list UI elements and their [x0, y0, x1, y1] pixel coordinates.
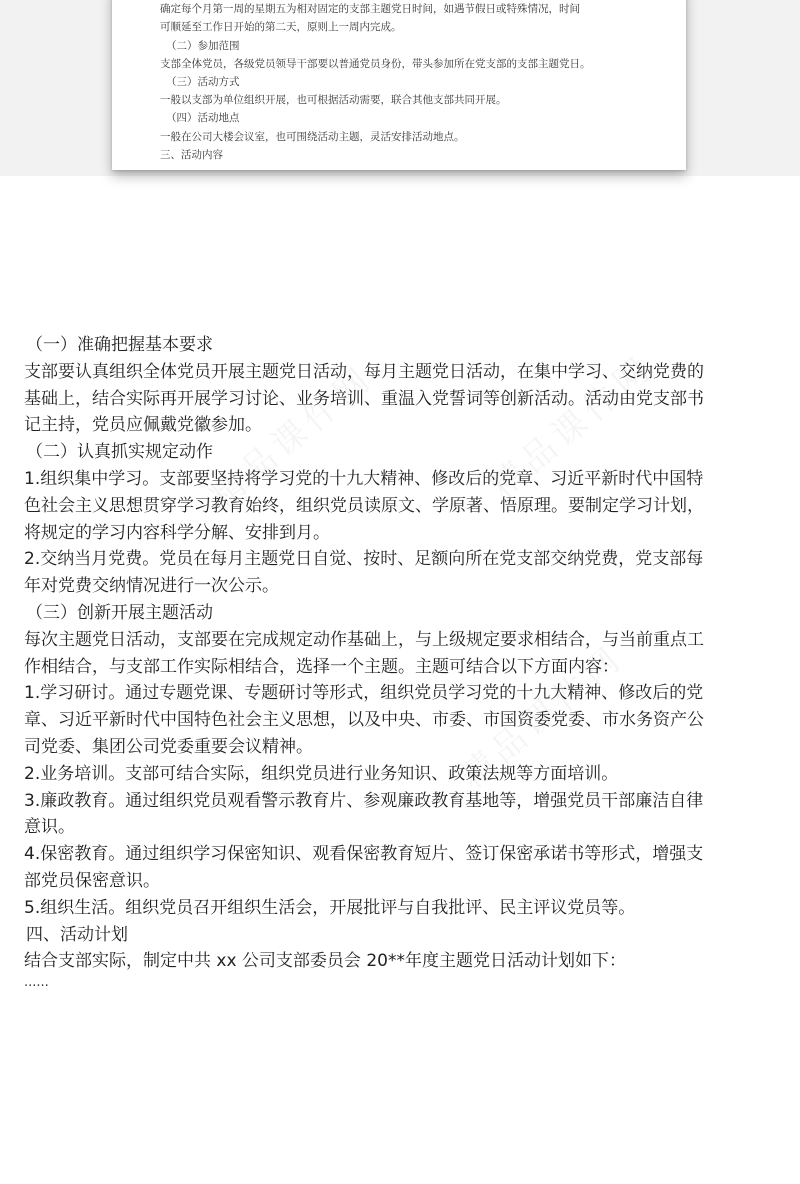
paragraph-line: 记主持，党员应佩戴党徽参加。: [24, 415, 262, 436]
section-heading: 四、活动计划: [26, 924, 128, 945]
paragraph-line: 2.业务培训。支部可结合实际，组织党员进行业务知识、政策法规等方面培训。: [24, 763, 619, 784]
preview-subheading: （三）活动方式: [166, 75, 240, 88]
document-body: [24, 332, 780, 991]
paragraph-line: 支部要认真组织全体党员开展主题党日活动，每月主题党日活动，在集中学习、交纳党费的: [24, 361, 704, 382]
paragraph-line: 将规定的学习内容科学分解、安排到月。: [24, 522, 330, 543]
section-heading: （三）创新开展主题活动: [26, 602, 213, 623]
paragraph-line: 1.组织集中学习。支部要坚持将学习党的十九大精神、修改后的党章、习近平新时代中国特: [24, 468, 704, 489]
paragraph-line: 司党委、集团公司党委重要会议精神。: [24, 736, 313, 757]
preview-line: 确定每个月第一周的星期五为相对固定的支部主题党日时间，如遇节假日或特殊情况，时间: [160, 3, 580, 16]
paragraph-line: 3.廉政教育。通过组织党员观看警示教育片、参观廉政教育基地等，增强党员干部廉洁自律: [24, 790, 704, 811]
paragraph-line: 基础上，结合实际再开展学习讨论、业务培训、重温入党誓词等创新活动。活动由党支部书: [24, 388, 704, 409]
ellipsis: ......: [24, 975, 49, 991]
paragraph-line: 4.保密教育。通过组织学习保密知识、观看保密教育短片、签订保密承诺书等形式，增强支: [24, 844, 704, 865]
paragraph-line: 作相结合，与支部工作实际相结合，选择一个主题。主题可结合以下方面内容：: [24, 656, 619, 677]
preview-text-block: [160, 0, 660, 164]
paragraph-line: 部党员保密意识。: [24, 870, 160, 891]
paragraph-line: 2.交纳当月党费。党员在每月主题党日自觉、按时、足额向所在党支部交纳党费，党支部每: [24, 549, 704, 570]
section-heading: （一）准确把握基本要求: [26, 335, 213, 355]
document-preview-card: [112, 0, 686, 170]
preview-subheading: （四）活动地点: [166, 112, 240, 125]
paragraph-line: 意识。: [24, 817, 75, 838]
preview-line: 一般在公司大楼会议室，也可围绕活动主题，灵活安排活动地点。: [160, 130, 465, 143]
preview-line: 支部全体党员，各级党员领导干部要以普通党员身份，带头参加所在党支部的支部主题党日。: [160, 57, 591, 70]
preview-line: 可顺延至工作日开始的第二天，原则上一周内完成。: [160, 21, 402, 34]
preview-subheading: （二）参加范围: [166, 39, 240, 52]
preview-line: 一般以支部为单位组织开展，也可根据活动需要，联合其他支部共同开展。: [160, 94, 507, 107]
paragraph-line: 每次主题党日活动，支部要在完成规定动作基础上，与上级规定要求相结合，与当前重点工: [24, 629, 704, 650]
paragraph-line: 年对党费交纳情况进行一次公示。: [24, 576, 279, 597]
preview-section-heading: 三、活动内容: [160, 148, 223, 161]
paragraph-line: 5.组织生活。组织党员召开组织生活会，开展批评与自我批评、民主评议党员等。: [24, 897, 636, 918]
paragraph-line: 1.学习研讨。通过专题党课、专题研讨等形式，组织党员学习党的十九大精神、修改后的党: [24, 683, 704, 704]
paragraph-line: 色社会主义思想贯穿学习教育始终，组织党员读原文、学原著、悟原理。要制定学习计划，: [24, 495, 704, 516]
paragraph-line: 结合支部实际，制定中共 xx 公司支部委员会 20**年度主题党日活动计划如下：: [24, 951, 626, 972]
paragraph-line: 章、习近平新时代中国特色社会主义思想，以及中央、市委、市国资委党委、市水务资产公: [24, 710, 704, 731]
section-heading: （二）认真抓实规定动作: [26, 442, 213, 463]
